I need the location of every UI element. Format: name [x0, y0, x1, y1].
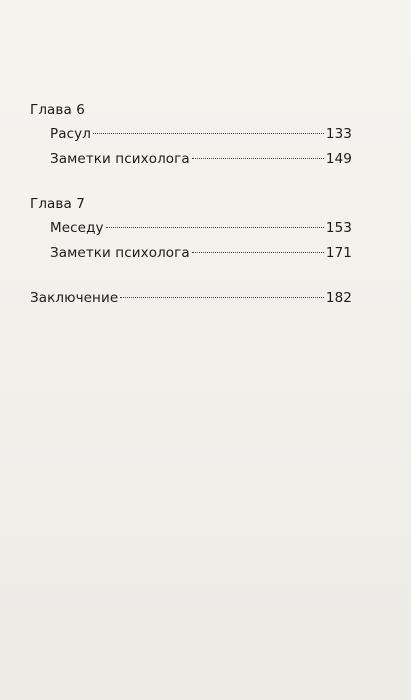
dot-leader — [106, 227, 324, 228]
toc-entry-conclusion — [30, 286, 352, 311]
toc-entry-title: Расул — [50, 126, 91, 142]
toc-entry-title: Меседу — [50, 220, 104, 236]
toc-entry-page: 133 — [325, 126, 352, 142]
chapter-7-heading: Глава 7 — [30, 196, 85, 212]
toc-entry-notes-7 — [30, 241, 352, 266]
dot-leader — [192, 252, 324, 253]
dot-leader — [93, 133, 324, 134]
dot-leader — [120, 297, 324, 298]
toc-entry-notes-6 — [30, 147, 352, 172]
toc-entry-page: 171 — [325, 245, 352, 261]
toc-entry-page: 153 — [325, 220, 352, 236]
table-of-contents — [30, 98, 352, 311]
toc-entry-page: 149 — [325, 151, 352, 167]
toc-entry-title: Заметки психолога — [50, 151, 190, 167]
toc-entry-mesedu — [30, 216, 352, 241]
chapter-6-heading: Глава 6 — [30, 102, 85, 118]
dot-leader — [192, 158, 324, 159]
toc-entry-rasul — [30, 122, 352, 147]
toc-entry-title: Заключение — [30, 290, 119, 306]
toc-entry-page: 182 — [325, 290, 352, 306]
toc-entry-title: Заметки психолога — [50, 245, 190, 261]
